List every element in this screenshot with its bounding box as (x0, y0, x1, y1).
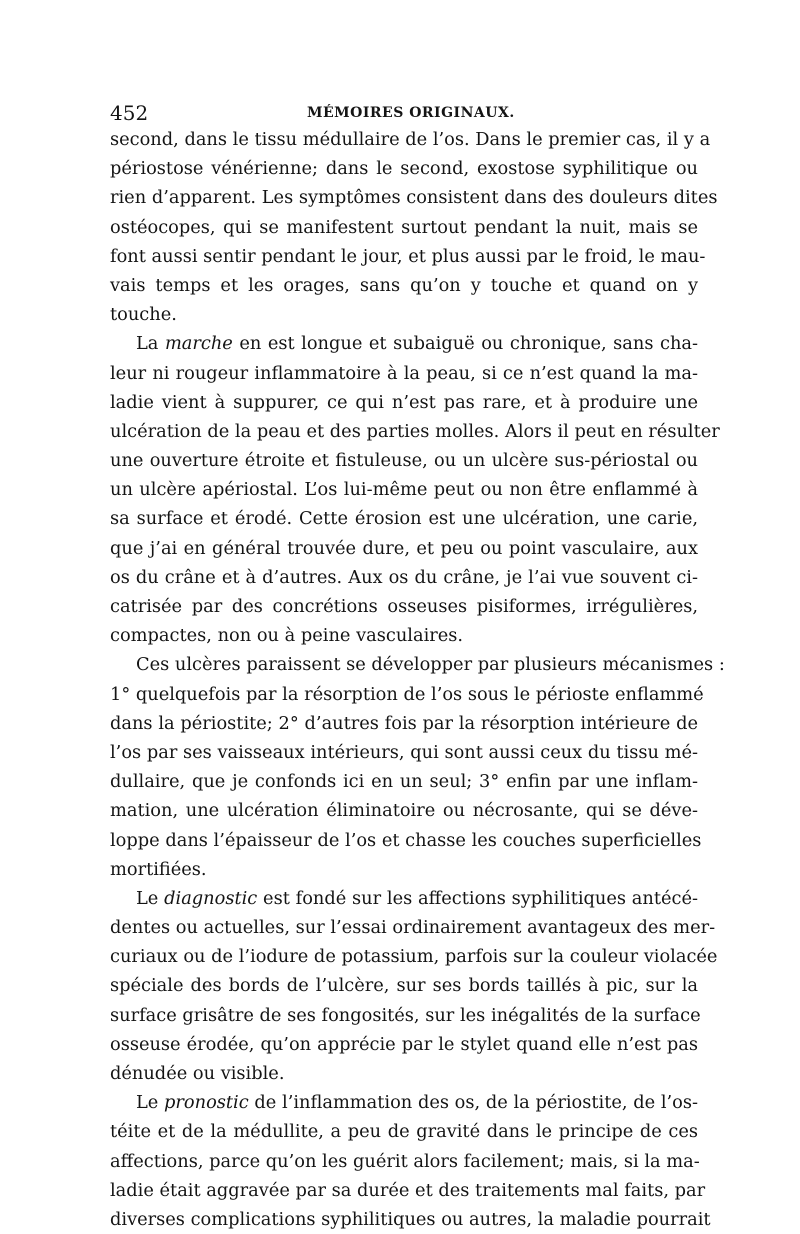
text-line: téite et de la médullite, a peu de gravité dans le principe de ces (110, 1121, 698, 1143)
text-line: second, dans le tissu médullaire de l’os. Dans le premier cas, il y a (110, 129, 711, 150)
text-line: Le pronostic de l’inflammation des os, de la périostite, de l’os- (136, 1092, 699, 1114)
text-line: dentes ou actuelles, sur l’essai ordinairement avantageux des mer- (110, 917, 716, 939)
text-line: Le diagnostic est fondé sur les affections syphilitiques antécé- (136, 887, 699, 909)
italic-term: diagnostic (164, 887, 258, 909)
text-line: surface grisâtre de ses fongosités, sur les inégalités de la surface (110, 1004, 701, 1026)
italic-term: marche (164, 333, 233, 355)
text-line: sa surface et érodé. Cette érosion est une ulcération, une carie, (110, 508, 698, 530)
text-line: vais temps et les orages, sans qu’on y touche et quand on y (110, 274, 698, 296)
text-line: périostose vénérienne; dans le second, exostose syphilitique ou (110, 158, 698, 180)
text-line: osseuse érodée, qu’on apprécie par le stylet quand elle n’est pas (110, 1033, 698, 1055)
text-line: catrisée par des concrétions osseuses pisiformes, irrégulières, (110, 596, 698, 617)
text-line: ulcération de la peau et des parties molles. Alors il peut en résulter (110, 420, 720, 442)
running-title: MÉMOIRES ORIGINAUX. (307, 105, 515, 121)
text-line: une ouverture étroite et fistuleuse, ou un ulcère sus-périostal ou (110, 450, 698, 472)
italic-term: pronostic (164, 1092, 249, 1114)
text-line: spéciale des bords de l’ulcère, sur ses bords taillés à pic, sur la (110, 975, 698, 997)
text-line: dullaire, que je confonds ici en un seul; 3° enfin par une inflam- (110, 771, 698, 793)
text-line: 1° quelquefois par la résorption de l’os sous le périoste enflammé (110, 683, 704, 705)
text-line: curiaux ou de l’iodure de potassium, parfois sur la couleur violacée (110, 946, 718, 968)
page-number: 452 (110, 101, 149, 125)
text-line: un ulcère apériostal. L’os lui-même peut ou non être enflammé à (110, 479, 698, 501)
text-line: ostéocopes, qui se manifestent surtout pendant la nuit, mais se (110, 216, 698, 238)
page-header (110, 101, 694, 125)
text-line: loppe dans l’épaisseur de l’os et chasse les couches superficielles (110, 829, 702, 851)
text-line: rien d’apparent. Les symptômes consistent dans des douleurs dites (110, 187, 718, 209)
text-line: touche. (110, 304, 177, 326)
text-line: affections, parce qu’on les guérit alors facilement; mais, si la ma- (110, 1150, 700, 1172)
text-line: mortifiées. (110, 858, 207, 880)
body-text (110, 125, 725, 1234)
text-line: diverses complications syphilitiques ou autres, la maladie pourrait (110, 1208, 711, 1230)
text-line: os du crâne et à d’autres. Aux os du crâne, je l’ai vue souvent ci- (110, 566, 698, 588)
text-line: dans la périostite; 2° d’autres fois par la résorption intérieure de (110, 712, 698, 734)
text-line: dénudée ou visible. (110, 1063, 285, 1084)
text-line: ladie vient à suppurer, ce qui n’est pas rare, et à produire une (110, 391, 698, 413)
text-line: compactes, non ou à peine vasculaires. (110, 625, 464, 647)
text-line: l’os par ses vaisseaux intérieurs, qui sont aussi ceux du tissu mé- (110, 741, 698, 763)
text-line: mation, une ulcération éliminatoire ou nécrosante, qui se déve- (110, 800, 698, 822)
text-line: leur ni rougeur inflammatoire à la peau, si ce n’est quand la ma- (110, 362, 698, 384)
text-line: Ces ulcères paraissent se développer par plusieurs mécanismes : (136, 654, 725, 676)
text-line: que j’ai en général trouvée dure, et peu ou point vasculaire, aux (110, 537, 698, 559)
text-line: ladie était aggravée par sa durée et des traitements mal faits, par (110, 1179, 706, 1201)
text-line: La marche en est longue et subaiguë ou chronique, sans cha- (136, 333, 699, 355)
text-line: font aussi sentir pendant le jour, et plus aussi par le froid, le mau- (110, 245, 706, 267)
